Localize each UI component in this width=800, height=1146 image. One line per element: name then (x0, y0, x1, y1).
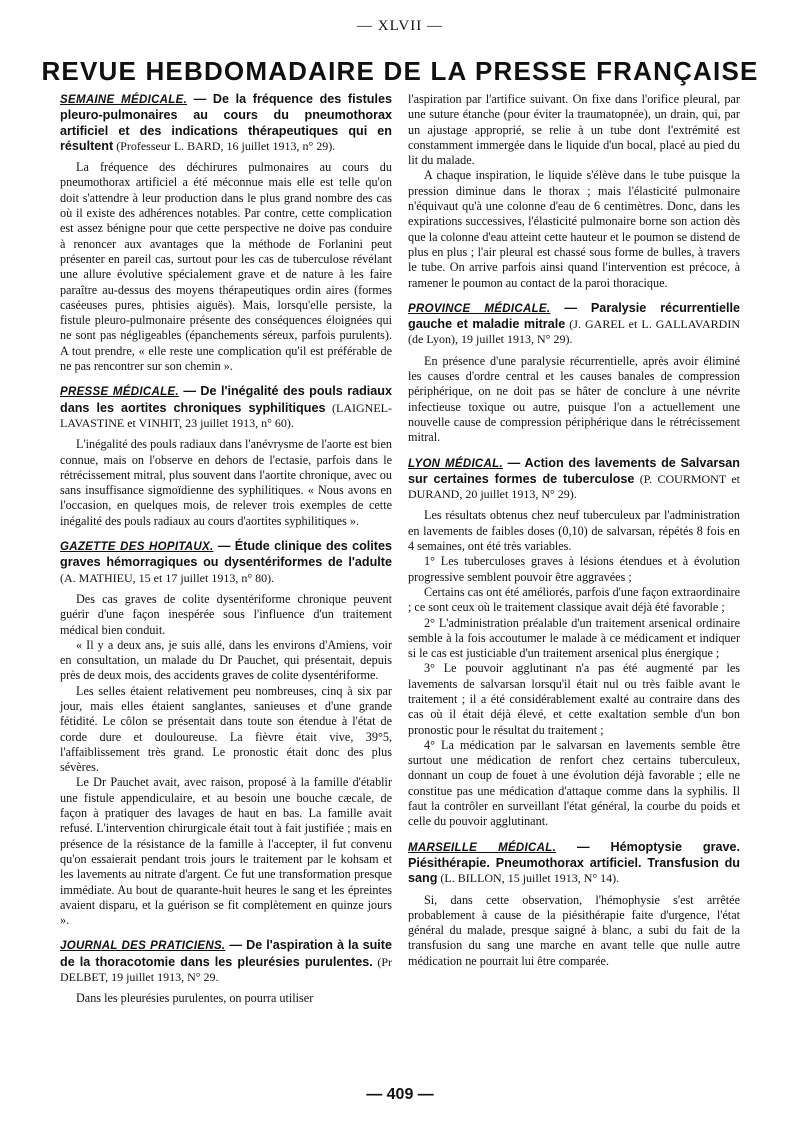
body-paragraph: Le Dr Pauchet avait, avec raison, proposé à la famille d'établir une fistule appendiculaire, et au besoin une bouche cæcale, de façon à pratiquer des lavages de haut en bas. La famille avait refusé. L'intervention chirurgicale était tout à fait justifiée ; mais en présence de la résistance de la famille à l'accepter, il fut convenu qu'on essaierait pendant trois jours le traitement par le kohsam et les lavements au nitrate d'argent. Ce fut une transformation presque immédiate. Au bout de quarante-huit heures le sang et les épreintes avaient disparu, et la guérison se fit complètement en quinze jours ». (60, 775, 392, 928)
body-paragraph: Certains cas ont été améliorés, parfois d'une façon extraordinaire ; ce sont ceux où le traitement classique avait déjà été favorable ; (408, 584, 740, 615)
body-paragraph: Dans les pleurésies purulentes, on pourra utiliser (76, 991, 314, 1006)
article-reference: (P. COURMONT et DURAND, 20 juillet 1913, N° 29). (408, 471, 740, 502)
journal-source: PRESSE MÉDICALE. (60, 386, 179, 399)
article-reference: (A. MATHIEU, 15 et 17 juillet 1913, n° 80). (60, 570, 275, 585)
right-column (408, 92, 740, 979)
article-heading (408, 456, 740, 503)
article-section (408, 456, 740, 830)
article-title: — De l'aspiration à la suite de la thoracotomie dans les pleurésies purulentes. (60, 938, 392, 969)
article-heading (60, 539, 392, 586)
body-paragraph: 1° Les tuberculoses graves à lésions étendues et à évolution progressive semblent pouvoir être aggravées ; (408, 554, 740, 584)
article-section (408, 840, 740, 969)
body-paragraph: Si, dans cette observation, l'hémophysie s'est arrêtée probablement à cause de la piésithérapie faite d'urgence, l'état général du malade, presque saigné à blanc, a subi du fait de la transfusion du sang une marche en avant telle que nulle autre médication ne pourrait lui être comparée. (408, 892, 740, 968)
article-heading (408, 301, 740, 348)
body-paragraph: 3° Le pouvoir agglutinant n'a pas été augmenté par les lavements de salvarsan lorsqu'il était nul ou très faible avant le traitement ; il a été considérablement exalté au contraire dans des cas où il était déjà élevé, et cette exaltation semble d'un bon pronostic pour le résultat du traitement ; (408, 661, 740, 737)
masthead-title: REVUE HEBDOMADAIRE DE LA PRESSE FRANÇAISE (41, 56, 759, 86)
article-reference: (J. GAREL et L. GALLAVARDIN (de Lyon), 19 juillet 1913, N° 29). (408, 317, 740, 347)
body-paragraph: A chaque inspiration, le liquide s'élève dans le tube puisque la pression diminue dans le thorax ; mais l'élasticité pulmonaire n'équivaut qu'à une colonne d'eau de 6 centimètres. Donc, dans les expirations successives, l'élasticité pulmonaire borne son action dès que la colonne d'eau atteint cette hauteur et le poumon se distend de plus en plus ; l'air pleural est chassé sous forme de bulles, à travers le tube. On arrive parfois ainsi quand l'intervention est précoce, à ramener le poumon au contact de la paroi thoracique. (408, 168, 740, 290)
article-reference: (Pr DELBET, 19 juillet 1913, N° 29. (60, 954, 392, 985)
body-paragraph: Les selles étaient relativement peu nombreuses, cinq à six par jour, mais elles étaient sanglantes, sanieuses et d'une grande fétidité. Le côlon se présentait dans toute son étendue à l'état de corde dure et douloureuse. La fièvre était vive, 39°5, l'affaiblissement très grand. Le pronostic était donc des plus sévères. (60, 683, 392, 775)
left-column (60, 92, 392, 1017)
article-title: — Paralysie récurrentielle gauche et maladie mitrale (408, 300, 740, 332)
body-paragraph: 4° La médication par le salvarsan en lavements semble être surtout une médication de renfort chez certains tuberculeux, donnant un coup de fouet à une évolution déjà favorable ; elle ne constitue pas une médication d'attaque comme dans la syphilis. Il faut la contrôler en surveillant l'état général, la courbe du poids et celle du pouvoir agglutinant. (408, 737, 740, 829)
article-title: — Étude clinique des colites graves hémorragiques ou dysentériformes de l'adulte (60, 539, 392, 570)
article-title: — De la fréquence des fistules pleuro-pulmonaires au cours du pneumothorax artificiel et des indications thérapeutiques qui en résultent (60, 92, 392, 153)
article-reference: (Professeur L. BARD, 16 juillet 1913, n° 29). (113, 138, 336, 153)
body-paragraph: En présence d'une paralysie récurrentielle, après avoir éliminé les causes d'ordre central et les causes banales de compression périphérique, on ne doit pas se hâter de conclure à une névrite infectieuse toxique ou autre, puisque l'on a actuellement une nouvelle cause de compression périphérique dans le rétrécissement mitral. (408, 353, 740, 445)
body-paragraph: Les résultats obtenus chez neuf tuberculeux par l'administration en lavements de faibles doses (0,10) de salvarsan, répétés 8 fois en 4 semaines, ont été très variables. (408, 508, 740, 554)
article-section (60, 384, 392, 529)
article-heading (60, 384, 392, 431)
journal-source: PROVINCE MÉDICALE. (408, 302, 551, 315)
article-section (408, 92, 740, 291)
body-paragraph: L'inégalité des pouls radiaux dans l'anévrysme de l'aorte est bien connue, mais on l'observe en dehors de l'ectasie, parfois dans le rétrécissement mitral, plus souvent dans l'aortite chronique, avec ou sans insuffisance sigmoïdienne des syphilitiques. « Nous avons en l'occasion, en quelques mois, de relever trois exemples de cette inégalité des pouls radiaux au cours d'aortites syphilitiques ». (60, 437, 392, 528)
journal-source: MARSEILLE MÉDICAL. (408, 841, 557, 854)
journal-source: LYON MÉDICAL. (408, 457, 503, 470)
article-reference: (LAIGNEL-LAVASTINE et VINHIT, 23 juillet 1913, n° 60). (60, 400, 392, 430)
article-section (60, 938, 392, 1006)
article-heading (60, 92, 392, 154)
article-section (60, 539, 392, 928)
page-header: — XLVII — (357, 18, 443, 34)
body-paragraph: 2° L'administration préalable d'un traitement arsenical ordinaire semble à la fois accoutumer le malade à ce médicament et indiquer si le cas est justiciable d'un traitement arsenical plus énergique ; (408, 615, 740, 661)
journal-source: SEMAINE MÉDICALE. (60, 94, 188, 106)
article-title: — Action des lavements de Salvarsan sur certaines formes de tuberculose (408, 455, 740, 486)
body-paragraph: Des cas graves de colite dysentériforme chronique peuvent guérir d'une façon inespérée sous l'influence d'un traitement médical bien conduit. (60, 591, 392, 637)
journal-source: JOURNAL DES PRATICIENS. (60, 940, 226, 953)
article-heading (60, 938, 392, 985)
body-paragraph: La fréquence des déchirures pulmonaires au cours du pneumothorax artificiel a été méconnue mais elle est telle qu'on doit s'attendre à leur production dans le plus grand nombre des cas où il existe des adhérences notables. Par contre, cette complication est assez bénigne pour que cette perspective ne doive pas conduire à renoncer aux avantages que la méthode de Forlanini peut présenter en pareil cas, surtout pour les cas de tuberculose révélant une allure évolutive spécialement grave et de nature à les faire paraître au-dessus des moyens thérapeutiques ordin aires (formes caséeuses pures, phtisies aiguës). Mais, lorsqu'elle persiste, la fistule pleuro-pulmonaire présente des conséquences éloignées qui ne sont pas négligeables (épanchements séreux, parfois purulents). A tout prendre, « elle reste une complication qu'il est préférable de ne pas rencontrer sur son chemin ». (60, 160, 392, 374)
article-reference: (L. BILLON, 15 juillet 1913, N° 14). (437, 871, 620, 886)
page-number: — 409 — (366, 1086, 434, 1103)
article-title: — Hémoptysie grave. Piésithérapie. Pneumothorax artificiel. Transfusion du sang (408, 839, 740, 886)
body-paragraph: « Il y a deux ans, je suis allé, dans les environs d'Amiens, voir en consultation, un malade du Dr Pauchet, qui présentait, depuis près de deux mois, des accidents graves de colite dysentériforme. (60, 637, 392, 683)
article-title: — De l'inégalité des pouls radiaux dans les aortites chroniques syphilitiques (60, 384, 392, 415)
body-paragraph: l'aspiration par l'artifice suivant. On fixe dans l'orifice pleural, par une suture étanche (pour éviter la traumatopnée), un drain, qui, par un ajustage approprié, se relie à un tube dont l'extrémité est constamment immergée dans le liquide d'un bocal, placé au pied du lit du malade. (408, 92, 740, 168)
article-section (60, 92, 392, 374)
article-heading (408, 840, 740, 887)
article-section (408, 301, 740, 446)
journal-source: GAZETTE DES HOPITAUX. (60, 541, 214, 554)
